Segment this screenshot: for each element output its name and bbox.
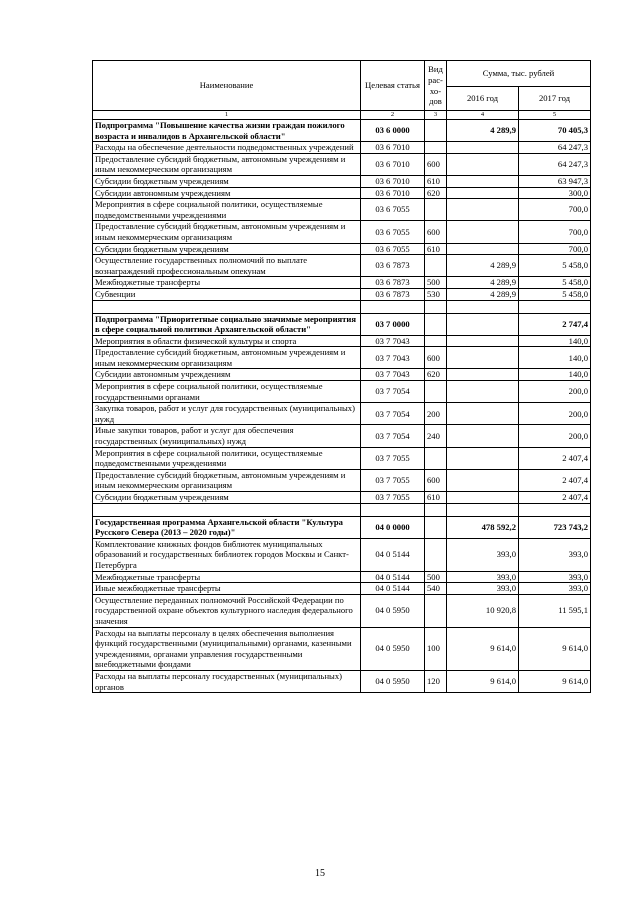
table-row xyxy=(93,425,591,447)
vid-cell xyxy=(425,255,447,277)
value-2016-cell xyxy=(447,199,519,221)
value-2017-cell: 200,0 xyxy=(519,381,591,403)
value-2016-cell xyxy=(447,381,519,403)
value-2016-cell: 4 289,9 xyxy=(447,255,519,277)
table-row xyxy=(93,255,591,277)
code-cell: 03 6 7010 xyxy=(361,175,425,187)
table-row xyxy=(93,288,591,300)
vid-cell xyxy=(425,381,447,403)
value-2017-cell: 700,0 xyxy=(519,221,591,243)
name-cell: Мероприятия в сфере социальной политики, осуществляемые подведомственными учреждениями xyxy=(93,447,361,469)
value-2016-cell xyxy=(447,313,519,335)
table-row xyxy=(93,153,591,175)
table-header xyxy=(93,61,591,120)
value-2017-cell: 393,0 xyxy=(519,538,591,571)
vid-cell: 610 xyxy=(425,492,447,504)
header-code: Целевая статья xyxy=(361,61,425,111)
vid-cell: 200 xyxy=(425,403,447,425)
value-2017-cell: 140,0 xyxy=(519,347,591,369)
table-row xyxy=(93,538,591,571)
name-cell: Мероприятия в сфере социальной политики, осуществляемые подведомственными учреждениями xyxy=(93,199,361,221)
value-2016-cell xyxy=(447,221,519,243)
column-index: 2 xyxy=(361,111,425,120)
code-cell: 04 0 5144 xyxy=(361,583,425,595)
name-cell: Закупка товаров, работ и услуг для государственных (муниципальных) нужд xyxy=(93,403,361,425)
column-index: 3 xyxy=(425,111,447,120)
header-name: Наименование xyxy=(93,61,361,111)
value-2016-cell xyxy=(447,187,519,199)
vid-cell xyxy=(425,142,447,154)
value-2016-cell: 4 289,9 xyxy=(447,288,519,300)
value-2017-cell: 2 407,4 xyxy=(519,469,591,491)
code-cell: 03 7 7055 xyxy=(361,469,425,491)
empty-cell xyxy=(361,503,425,516)
name-cell: Расходы на выплаты персоналу в целях обеспечения выполнения функций государственными (муниципальными) органами, казенными учреждениями, органами управления государственными внебюджетными фондами xyxy=(93,627,361,670)
code-cell: 03 6 7873 xyxy=(361,277,425,289)
value-2017-cell: 2 407,4 xyxy=(519,447,591,469)
value-2017-cell: 2 747,4 xyxy=(519,313,591,335)
vid-cell: 600 xyxy=(425,221,447,243)
table-row xyxy=(93,381,591,403)
vid-cell: 120 xyxy=(425,670,447,692)
value-2016-cell xyxy=(447,447,519,469)
code-cell: 04 0 5950 xyxy=(361,594,425,627)
code-cell: 03 6 0000 xyxy=(361,120,425,142)
value-2017-cell: 140,0 xyxy=(519,369,591,381)
code-cell: 03 6 7010 xyxy=(361,153,425,175)
name-cell: Субсидии бюджетным учреждениям xyxy=(93,243,361,255)
page-number: 15 xyxy=(315,868,325,879)
value-2016-cell xyxy=(447,403,519,425)
value-2016-cell: 393,0 xyxy=(447,538,519,571)
vid-cell: 240 xyxy=(425,425,447,447)
budget-table xyxy=(92,60,591,693)
name-cell: Государственная программа Архангельской области "Культура Русского Севера (2013 – 2020 годы)" xyxy=(93,516,361,538)
table-row xyxy=(93,447,591,469)
empty-cell xyxy=(425,503,447,516)
table-row xyxy=(93,313,591,335)
name-cell: Субсидии бюджетным учреждениям xyxy=(93,492,361,504)
table-row xyxy=(93,369,591,381)
code-cell: 03 6 7055 xyxy=(361,221,425,243)
table-row xyxy=(93,516,591,538)
code-cell: 03 6 7055 xyxy=(361,243,425,255)
value-2016-cell xyxy=(447,142,519,154)
header-sum: Сумма, тыс. рублей xyxy=(447,61,591,87)
vid-cell: 530 xyxy=(425,288,447,300)
name-cell: Подпрограмма "Повышение качества жизни граждан пожилого возраста и инвалидов в Архангельской области" xyxy=(93,120,361,142)
code-cell: 04 0 5950 xyxy=(361,670,425,692)
vid-cell: 500 xyxy=(425,571,447,583)
name-cell: Предоставление субсидий бюджетным, автономным учреждениям и иным некоммерческим организациям xyxy=(93,469,361,491)
code-cell: 03 7 7043 xyxy=(361,369,425,381)
value-2017-cell: 70 405,3 xyxy=(519,120,591,142)
vid-cell: 500 xyxy=(425,277,447,289)
vid-cell xyxy=(425,313,447,335)
code-cell: 03 7 0000 xyxy=(361,313,425,335)
value-2017-cell: 723 743,2 xyxy=(519,516,591,538)
column-index: 1 xyxy=(93,111,361,120)
table-row xyxy=(93,492,591,504)
code-cell: 03 7 7055 xyxy=(361,447,425,469)
value-2016-cell: 393,0 xyxy=(447,583,519,595)
code-cell: 04 0 0000 xyxy=(361,516,425,538)
value-2016-cell xyxy=(447,492,519,504)
name-cell: Расходы на обеспечение деятельности подведомственных учреждений xyxy=(93,142,361,154)
name-cell: Субсидии автономным учреждениям xyxy=(93,369,361,381)
value-2016-cell xyxy=(447,425,519,447)
table-row xyxy=(93,469,591,491)
table-row xyxy=(93,594,591,627)
value-2017-cell: 393,0 xyxy=(519,571,591,583)
column-index: 4 xyxy=(447,111,519,120)
code-cell: 03 6 7055 xyxy=(361,199,425,221)
name-cell: Предоставление субсидий бюджетным, автономным учреждениям и иным некоммерческим организациям xyxy=(93,347,361,369)
value-2016-cell xyxy=(447,175,519,187)
code-cell: 03 7 7054 xyxy=(361,425,425,447)
value-2016-cell xyxy=(447,243,519,255)
empty-cell xyxy=(519,300,591,313)
header-vid: Вид рас- хо- дов xyxy=(425,61,447,111)
vid-cell: 610 xyxy=(425,175,447,187)
value-2016-cell xyxy=(447,369,519,381)
table-body xyxy=(93,120,591,693)
spacer-row xyxy=(93,503,591,516)
value-2017-cell: 64 247,3 xyxy=(519,153,591,175)
value-2016-cell xyxy=(447,335,519,347)
value-2017-cell: 9 614,0 xyxy=(519,670,591,692)
value-2016-cell: 9 614,0 xyxy=(447,670,519,692)
table-row xyxy=(93,243,591,255)
spacer-row xyxy=(93,300,591,313)
empty-cell xyxy=(447,300,519,313)
table-row xyxy=(93,583,591,595)
value-2017-cell: 2 407,4 xyxy=(519,492,591,504)
name-cell: Межбюджетные трансферты xyxy=(93,571,361,583)
name-cell: Предоставление субсидий бюджетным, автономным учреждениям и иным некоммерческим организациям xyxy=(93,153,361,175)
value-2017-cell: 200,0 xyxy=(519,425,591,447)
vid-cell: 540 xyxy=(425,583,447,595)
value-2016-cell: 393,0 xyxy=(447,571,519,583)
name-cell: Мероприятия в области физической культуры и спорта xyxy=(93,335,361,347)
code-cell: 03 6 7010 xyxy=(361,142,425,154)
vid-cell xyxy=(425,538,447,571)
name-cell: Осуществление государственных полномочий по выплате вознаграждений профессиональным опекунам xyxy=(93,255,361,277)
value-2017-cell: 5 458,0 xyxy=(519,255,591,277)
name-cell: Субвенции xyxy=(93,288,361,300)
name-cell: Расходы на выплаты персоналу государственных (муниципальных) органов xyxy=(93,670,361,692)
name-cell: Межбюджетные трансферты xyxy=(93,277,361,289)
code-cell: 03 7 7054 xyxy=(361,403,425,425)
table-row xyxy=(93,403,591,425)
name-cell: Подпрограмма "Приоритетные социально значимые мероприятия в сфере социальной политики Архангельской области" xyxy=(93,313,361,335)
vid-cell xyxy=(425,199,447,221)
value-2017-cell: 140,0 xyxy=(519,335,591,347)
value-2016-cell: 10 920,8 xyxy=(447,594,519,627)
table-row xyxy=(93,221,591,243)
code-cell: 03 6 7873 xyxy=(361,288,425,300)
table-row xyxy=(93,670,591,692)
vid-cell: 610 xyxy=(425,243,447,255)
header-year-2017: 2017 год xyxy=(519,87,591,111)
name-cell: Мероприятия в сфере социальной политики, осуществляемые государственными органами xyxy=(93,381,361,403)
header-year-2016: 2016 год xyxy=(447,87,519,111)
value-2016-cell: 4 289,9 xyxy=(447,120,519,142)
column-index-row xyxy=(93,111,591,120)
value-2016-cell: 4 289,9 xyxy=(447,277,519,289)
value-2016-cell xyxy=(447,469,519,491)
table-row xyxy=(93,142,591,154)
name-cell: Субсидии бюджетным учреждениям xyxy=(93,175,361,187)
value-2017-cell: 11 595,1 xyxy=(519,594,591,627)
name-cell: Субсидии автономным учреждениям xyxy=(93,187,361,199)
value-2016-cell xyxy=(447,347,519,369)
value-2017-cell: 5 458,0 xyxy=(519,288,591,300)
vid-cell: 100 xyxy=(425,627,447,670)
code-cell: 03 6 7873 xyxy=(361,255,425,277)
empty-cell xyxy=(425,300,447,313)
name-cell: Иные межбюджетные трансферты xyxy=(93,583,361,595)
empty-cell xyxy=(519,503,591,516)
vid-cell xyxy=(425,335,447,347)
vid-cell: 620 xyxy=(425,187,447,199)
code-cell: 04 0 5144 xyxy=(361,538,425,571)
name-cell: Комплектование книжных фондов библиотек муниципальных образований и государственных библиотек городов Москвы и Санкт-Петербурга xyxy=(93,538,361,571)
code-cell: 03 7 7043 xyxy=(361,335,425,347)
table-row xyxy=(93,175,591,187)
name-cell: Предоставление субсидий бюджетным, автономным учреждениям и иным некоммерческим организациям xyxy=(93,221,361,243)
empty-cell xyxy=(447,503,519,516)
table-row xyxy=(93,347,591,369)
empty-cell xyxy=(93,300,361,313)
name-cell: Иные закупки товаров, работ и услуг для обеспечения государственных (муниципальных) нужд xyxy=(93,425,361,447)
table-row xyxy=(93,187,591,199)
code-cell: 03 7 7043 xyxy=(361,347,425,369)
value-2017-cell: 393,0 xyxy=(519,583,591,595)
empty-cell xyxy=(361,300,425,313)
table-row xyxy=(93,335,591,347)
value-2017-cell: 5 458,0 xyxy=(519,277,591,289)
name-cell: Осуществление переданных полномочий Российской Федерации по государственной охране объектов культурного наследия федерального значения xyxy=(93,594,361,627)
vid-cell xyxy=(425,594,447,627)
vid-cell xyxy=(425,516,447,538)
value-2017-cell: 63 947,3 xyxy=(519,175,591,187)
table-row xyxy=(93,571,591,583)
code-cell: 03 7 7055 xyxy=(361,492,425,504)
value-2017-cell: 700,0 xyxy=(519,243,591,255)
table-row xyxy=(93,120,591,142)
vid-cell: 600 xyxy=(425,153,447,175)
vid-cell xyxy=(425,447,447,469)
empty-cell xyxy=(93,503,361,516)
vid-cell xyxy=(425,120,447,142)
value-2017-cell: 300,0 xyxy=(519,187,591,199)
value-2017-cell: 64 247,3 xyxy=(519,142,591,154)
vid-cell: 620 xyxy=(425,369,447,381)
value-2016-cell xyxy=(447,153,519,175)
code-cell: 04 0 5950 xyxy=(361,627,425,670)
code-cell: 03 7 7054 xyxy=(361,381,425,403)
value-2017-cell: 200,0 xyxy=(519,403,591,425)
value-2016-cell: 9 614,0 xyxy=(447,627,519,670)
value-2017-cell: 9 614,0 xyxy=(519,627,591,670)
table-row xyxy=(93,277,591,289)
vid-cell: 600 xyxy=(425,469,447,491)
table-row xyxy=(93,199,591,221)
code-cell: 04 0 5144 xyxy=(361,571,425,583)
code-cell: 03 6 7010 xyxy=(361,187,425,199)
value-2016-cell: 478 592,2 xyxy=(447,516,519,538)
value-2017-cell: 700,0 xyxy=(519,199,591,221)
column-index: 5 xyxy=(519,111,591,120)
table-row xyxy=(93,627,591,670)
vid-cell: 600 xyxy=(425,347,447,369)
